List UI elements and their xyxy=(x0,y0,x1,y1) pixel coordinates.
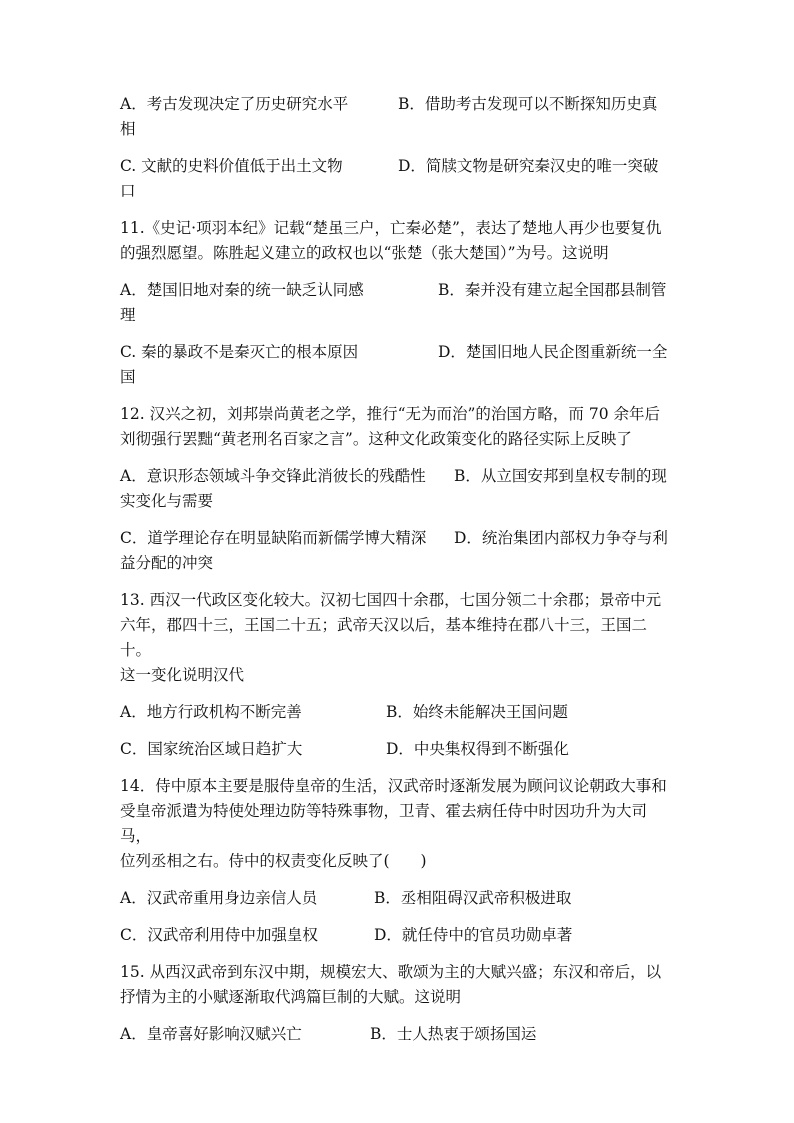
option-left[interactable]: A．地方行政机构不断完善 xyxy=(120,703,302,721)
stem-line: 六年，郡四十三，王国二十五；武帝天汉以后，基本维持在郡八十三，王国二十。 xyxy=(120,616,648,659)
option-left[interactable]: C．汉武帝利用侍中加强皇权 xyxy=(120,926,318,944)
stem-line: 12. 汉兴之初，刘邦崇尚黄老之学，推行“无为而治”的治国方略，而 70 余年后 xyxy=(120,405,661,423)
option-right[interactable]: D．统治集团内部权力争夺与利 xyxy=(454,529,668,547)
stem-line: 这一变化说明汉代 xyxy=(120,666,245,684)
option-left[interactable]: A．意识形态领域斗争交锋此消彼长的残酷性 xyxy=(120,467,426,485)
option-row xyxy=(120,92,676,142)
question-q12 xyxy=(120,402,676,576)
stem-line: 的强烈愿望。陈胜起义建立的政权也以“张楚（张大楚国）”为号。这说明 xyxy=(120,244,609,262)
option-right[interactable]: D．就任侍中的官员功勋卓著 xyxy=(374,926,573,944)
option-right[interactable]: B．从立国安邦到皇权专制的现 xyxy=(454,467,667,485)
stem-line: 13. 西汉一代政区变化较大。汉初七国四十余郡，七国分领二十余郡；景帝中元 xyxy=(120,591,662,609)
option-row xyxy=(120,923,676,948)
option-row xyxy=(120,340,676,390)
option-left[interactable]: C．国家统治区域日趋扩大 xyxy=(120,740,303,758)
option-row xyxy=(120,1022,676,1047)
option-right[interactable]: B．始终未能解决王国问题 xyxy=(386,703,568,721)
option-row xyxy=(120,464,676,514)
question-stem xyxy=(120,960,676,1010)
option-row xyxy=(120,886,676,911)
stem-line: 位列丞相之右。侍中的权责变化反映了( ) xyxy=(120,852,427,870)
option-right[interactable]: B．士人热衷于颂扬国运 xyxy=(370,1025,537,1043)
option-left[interactable]: A．皇帝喜好影响汉赋兴亡 xyxy=(120,1025,302,1043)
option-row xyxy=(120,278,676,328)
question-stem xyxy=(120,402,676,452)
option-left[interactable]: C．道学理论存在明显缺陷而新儒学博大精深 xyxy=(120,529,427,547)
option-row xyxy=(120,526,676,576)
stem-line: 14．侍中原本主要是服侍皇帝的生活，汉武帝时逐渐发展为顾问议论朝政大事和 xyxy=(120,777,667,795)
option-right[interactable]: B．秦并没有建立起全国郡县制管 xyxy=(438,281,667,299)
option-row xyxy=(120,154,676,204)
option-right[interactable]: D．简牍文物是研究秦汉史的唯一突破 xyxy=(398,157,659,175)
option-right[interactable]: B．丞相阻碍汉武帝积极进取 xyxy=(374,889,572,907)
question-stem xyxy=(120,588,676,688)
stem-line: 抒情为主的小赋逐渐取代鸿篇巨制的大赋。这说明 xyxy=(120,988,462,1006)
option-wrap-text: 相 xyxy=(120,120,136,138)
stem-line: 11.《史记·项羽本纪》记载“楚虽三户，亡秦必楚”，表达了楚地人再少也要复仇 xyxy=(120,219,662,237)
question-q13 xyxy=(120,588,676,762)
question-q11 xyxy=(120,216,676,390)
option-right[interactable]: D．中央集权得到不断强化 xyxy=(386,740,569,758)
option-left[interactable]: C. 文献的史料价值低于出土文物 xyxy=(120,157,343,175)
option-row xyxy=(120,700,676,725)
question-stem xyxy=(120,216,676,266)
option-wrap-text: 益分配的冲突 xyxy=(120,554,214,572)
option-wrap-text: 口 xyxy=(120,182,136,200)
question-stem xyxy=(120,774,676,874)
option-wrap-text: 理 xyxy=(120,306,136,324)
question-q10 xyxy=(120,92,676,204)
option-right[interactable]: D．楚国旧地人民企图重新统一全 xyxy=(438,343,668,361)
option-left[interactable]: A．汉武帝重用身边亲信人员 xyxy=(120,889,318,907)
option-left[interactable]: A．楚国旧地对秦的统一缺乏认同感 xyxy=(120,281,364,299)
option-row xyxy=(120,737,676,762)
stem-line: 受皇帝派遣为特使处理边防等特殊事物，卫青、霍去病任侍中时因功升为大司马， xyxy=(120,802,648,845)
option-wrap-text: 国 xyxy=(120,368,136,386)
option-left[interactable]: A．考古发现决定了历史研究水平 xyxy=(120,95,349,113)
question-q14 xyxy=(120,774,676,948)
question-q15 xyxy=(120,960,676,1047)
stem-line: 刘彻强行罢黜“黄老刑名百家之言”。这种文化政策变化的路径实际上反映了 xyxy=(120,430,632,448)
option-right[interactable]: B．借助考古发现可以不断探知历史真 xyxy=(398,95,658,113)
option-wrap-text: 实变化与需要 xyxy=(120,492,214,510)
stem-line: 15. 从西汉武帝到东汉中期，规模宏大、歌颂为主的大赋兴盛；东汉和帝后，以 xyxy=(120,963,662,981)
option-left[interactable]: C. 秦的暴政不是秦灭亡的根本原因 xyxy=(120,343,359,361)
exam-page xyxy=(120,92,676,1059)
